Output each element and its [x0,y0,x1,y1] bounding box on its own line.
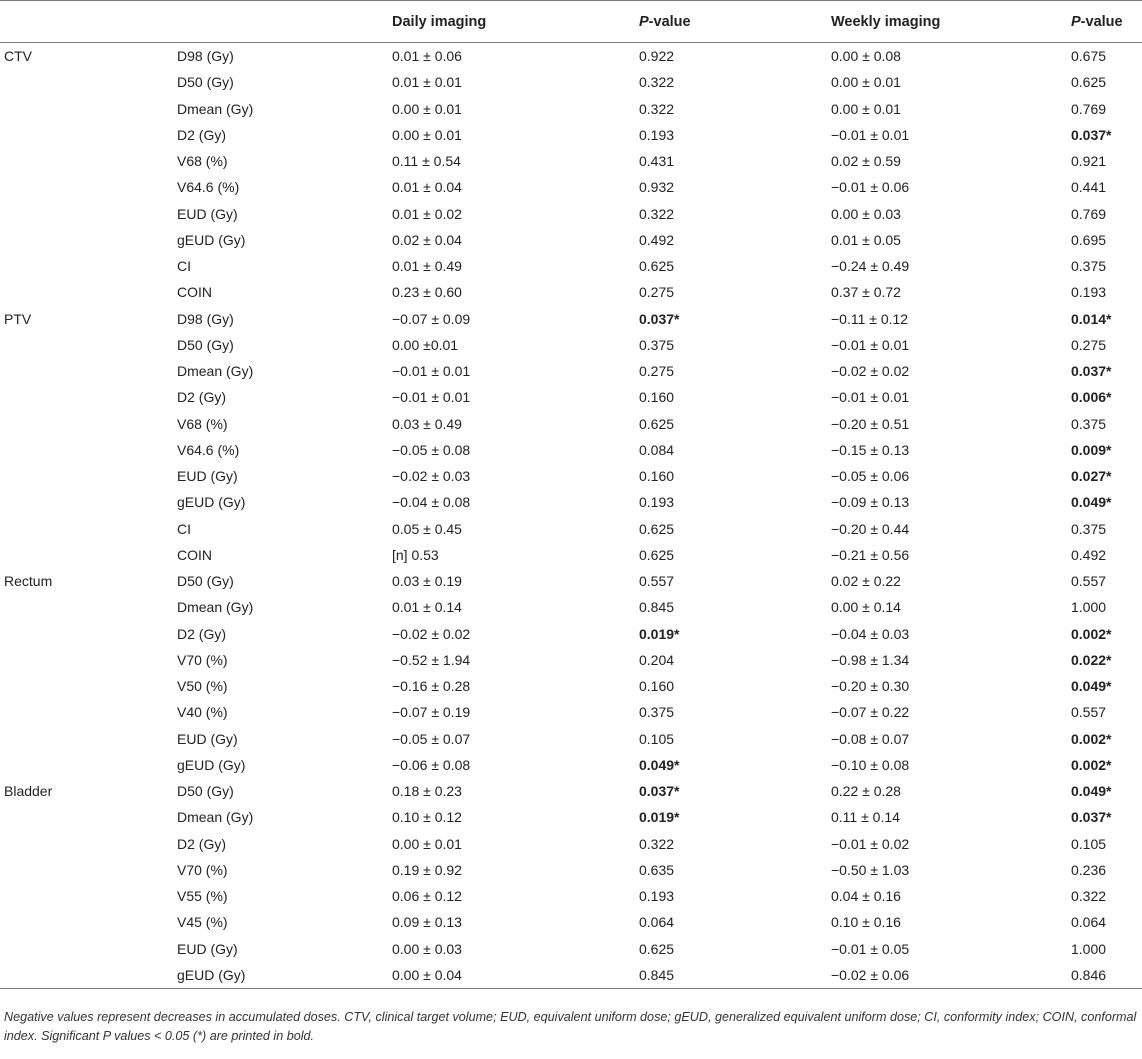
daily-imaging-value: 0.01 ± 0.49 [392,258,462,275]
table-row [0,69,1142,95]
table-row [0,857,1142,883]
row-metric: gEUD (Gy) [177,756,246,773]
weekly-p-value: 0.557 [1071,573,1107,590]
table-row [0,306,1142,332]
row-metric: Dmean (Gy) [177,363,254,380]
row-group-label: Rectum [4,573,53,590]
row-metric: CI [177,520,191,537]
daily-p-value: 0.160 [639,468,675,485]
row-metric: COIN [177,284,212,301]
header-daily-imaging: Daily imaging [392,13,487,30]
row-metric: EUD (Gy) [177,205,238,222]
daily-p-value: 0.064 [639,914,675,931]
daily-p-value: 0.322 [639,835,675,852]
daily-p-value: 0.193 [639,494,675,511]
table-header-row [0,1,1142,42]
daily-imaging-value: 0.00 ± 0.01 [392,126,462,143]
daily-p-value: 0.625 [639,546,675,563]
p-letter: P [1071,13,1081,30]
daily-imaging-value: 0.01 ± 0.14 [392,599,462,616]
weekly-imaging-value: 0.22 ± 0.28 [831,783,901,800]
weekly-imaging-value: −0.02 ± 0.02 [831,363,910,380]
daily-imaging-value: −0.06 ± 0.08 [392,756,471,773]
daily-imaging-value: −0.01 ± 0.01 [392,389,471,406]
daily-p-value: 0.492 [639,231,675,248]
daily-p-value: 0.193 [639,126,675,143]
weekly-imaging-value: 0.11 ± 0.14 [831,809,900,826]
weekly-p-value: 0.105 [1071,835,1107,852]
table-row [0,883,1142,909]
row-metric: D98 (Gy) [177,48,234,65]
row-metric: V50 (%) [177,678,228,695]
daily-p-value: 0.275 [639,363,675,380]
row-metric: V68 (%) [177,153,228,170]
daily-p-value: 0.845 [639,966,675,983]
weekly-p-value: 0.049* [1071,678,1112,695]
weekly-p-value: 0.009* [1071,441,1112,458]
daily-p-value: 0.193 [639,888,675,905]
daily-p-value: 0.037* [639,783,680,800]
row-metric: CI [177,258,191,275]
table-row [0,437,1142,463]
daily-imaging-value: 0.00 ± 0.03 [392,940,462,957]
daily-p-value: 0.160 [639,389,675,406]
weekly-p-value: 0.002* [1071,730,1112,747]
row-metric: Dmean (Gy) [177,100,254,117]
daily-imaging-value: 0.03 ± 0.49 [392,415,462,432]
daily-imaging-value: 0.00 ± 0.04 [392,966,462,983]
daily-imaging-value: 0.02 ± 0.04 [392,231,462,248]
weekly-p-value: 0.014* [1071,310,1112,327]
row-metric: D50 (Gy) [177,783,234,800]
daily-imaging-value: 0.09 ± 0.13 [392,914,462,931]
daily-imaging-value: [n] 0.53 [392,546,439,563]
table-row [0,463,1142,489]
weekly-imaging-value: 0.01 ± 0.05 [831,231,901,248]
table-row [0,804,1142,830]
row-metric: Dmean (Gy) [177,809,254,826]
weekly-p-value: 0.002* [1071,625,1112,642]
weekly-p-value: 0.322 [1071,888,1107,905]
row-metric: V68 (%) [177,415,228,432]
table-row [0,96,1142,122]
table-row [0,778,1142,804]
row-metric: COIN [177,546,212,563]
row-metric: D98 (Gy) [177,310,234,327]
table-row [0,43,1142,69]
daily-p-value: 0.037* [639,310,680,327]
daily-imaging-value: 0.01 ± 0.01 [392,74,462,91]
table-row [0,148,1142,174]
weekly-imaging-value: −0.15 ± 0.13 [831,441,910,458]
row-metric: V64.6 (%) [177,441,240,458]
weekly-imaging-value: −0.98 ± 1.34 [831,651,910,668]
weekly-imaging-value: −0.50 ± 1.03 [831,861,910,878]
weekly-imaging-value: −0.05 ± 0.06 [831,468,910,485]
table-row [0,253,1142,279]
weekly-imaging-value: −0.20 ± 0.30 [831,678,910,695]
daily-p-value: 0.635 [639,861,675,878]
row-metric: gEUD (Gy) [177,494,246,511]
weekly-p-value: 0.037* [1071,809,1112,826]
weekly-p-value: 0.441 [1071,179,1107,196]
daily-p-value: 0.322 [639,100,675,117]
daily-p-value: 0.557 [639,573,675,590]
table-row [0,647,1142,673]
daily-p-value: 0.625 [639,258,675,275]
daily-p-value: 0.322 [639,74,675,91]
daily-imaging-value: 0.00 ± 0.01 [392,100,462,117]
daily-p-value: 0.625 [639,415,675,432]
table-body [0,43,1142,988]
weekly-imaging-value: −0.01 ± 0.01 [831,389,910,406]
daily-imaging-value: 0.23 ± 0.60 [392,284,462,301]
daily-p-value: 0.922 [639,48,675,65]
weekly-p-value: 0.027* [1071,468,1112,485]
weekly-imaging-value: −0.07 ± 0.22 [831,704,910,721]
p-suffix: -value [1080,13,1123,30]
daily-p-value: 0.845 [639,599,675,616]
weekly-imaging-value: −0.04 ± 0.03 [831,625,910,642]
daily-imaging-value: 0.10 ± 0.12 [392,809,462,826]
bottom-rule [0,988,1142,989]
daily-imaging-value: 0.00 ±0.01 [392,336,459,353]
daily-p-value: 0.019* [639,809,680,826]
daily-imaging-value: −0.52 ± 1.94 [392,651,471,668]
table-row [0,962,1142,988]
daily-imaging-value: 0.06 ± 0.12 [392,888,462,905]
daily-imaging-value: −0.01 ± 0.01 [392,363,471,380]
row-metric: D2 (Gy) [177,126,226,143]
table-row [0,673,1142,699]
weekly-imaging-value: 0.02 ± 0.22 [831,573,901,590]
row-metric: Dmean (Gy) [177,599,254,616]
weekly-imaging-value: 0.10 ± 0.16 [831,914,901,931]
row-metric: V64.6 (%) [177,179,240,196]
row-metric: D2 (Gy) [177,835,226,852]
daily-imaging-value: −0.02 ± 0.03 [392,468,471,485]
weekly-imaging-value: 0.00 ± 0.14 [831,599,901,616]
daily-imaging-value: −0.05 ± 0.07 [392,730,471,747]
daily-imaging-value: 0.05 ± 0.45 [392,520,462,537]
daily-p-value: 0.275 [639,284,675,301]
weekly-imaging-value: −0.10 ± 0.08 [831,756,910,773]
weekly-imaging-value: −0.02 ± 0.06 [831,966,910,983]
table-row [0,279,1142,305]
weekly-p-value: 0.375 [1071,258,1107,275]
row-metric: D50 (Gy) [177,74,234,91]
table-row [0,122,1142,148]
row-metric: V45 (%) [177,914,228,931]
weekly-p-value: 0.064 [1071,914,1107,931]
table-row [0,516,1142,542]
weekly-p-value: 0.049* [1071,494,1112,511]
table-row [0,831,1142,857]
daily-p-value: 0.375 [639,704,675,721]
daily-imaging-value: 0.01 ± 0.04 [392,179,462,196]
table-row [0,201,1142,227]
table-row [0,752,1142,778]
weekly-imaging-value: −0.09 ± 0.13 [831,494,910,511]
row-metric: D50 (Gy) [177,336,234,353]
header-p-value-daily [639,1,691,42]
row-metric: gEUD (Gy) [177,231,246,248]
table-row [0,411,1142,437]
daily-imaging-value: 0.03 ± 0.19 [392,573,462,590]
weekly-p-value: 0.695 [1071,231,1107,248]
row-group-label: PTV [4,310,32,327]
p-letter: P [639,13,649,30]
table-row [0,384,1142,410]
header-weekly-imaging: Weekly imaging [831,13,941,30]
row-group-label: Bladder [4,783,53,800]
weekly-imaging-value: 0.02 ± 0.59 [831,153,901,170]
weekly-imaging-value: 0.00 ± 0.01 [831,74,901,91]
weekly-imaging-value: −0.01 ± 0.01 [831,336,910,353]
row-metric: EUD (Gy) [177,940,238,957]
table-row [0,699,1142,725]
weekly-p-value: 0.037* [1071,363,1112,380]
table-row [0,726,1142,752]
daily-imaging-value: 0.11 ± 0.54 [392,153,461,170]
weekly-p-value: 0.846 [1071,966,1107,983]
weekly-imaging-value: −0.01 ± 0.06 [831,179,910,196]
daily-p-value: 0.322 [639,205,675,222]
daily-p-value: 0.625 [639,940,675,957]
daily-imaging-value: 0.00 ± 0.01 [392,835,462,852]
table-row [0,332,1142,358]
row-group-label: CTV [4,48,32,65]
weekly-imaging-value: −0.20 ± 0.44 [831,520,910,537]
weekly-imaging-value: −0.01 ± 0.01 [831,126,910,143]
weekly-imaging-value: −0.20 ± 0.51 [831,415,910,432]
weekly-imaging-value: −0.24 ± 0.49 [831,258,910,275]
p-suffix: -value [648,13,691,30]
row-metric: gEUD (Gy) [177,966,246,983]
daily-imaging-value: 0.01 ± 0.02 [392,205,462,222]
weekly-p-value: 0.492 [1071,546,1107,563]
row-metric: V70 (%) [177,861,228,878]
weekly-p-value: 0.193 [1071,284,1107,301]
table-row [0,568,1142,594]
daily-imaging-value: −0.04 ± 0.08 [392,494,471,511]
header-p-value-weekly [1071,1,1123,42]
row-metric: D2 (Gy) [177,389,226,406]
table-row [0,489,1142,515]
table-row [0,594,1142,620]
weekly-p-value: 0.921 [1071,153,1107,170]
daily-p-value: 0.160 [639,678,675,695]
weekly-imaging-value: 0.00 ± 0.08 [831,48,901,65]
row-metric: V55 (%) [177,888,228,905]
weekly-p-value: 0.769 [1071,100,1107,117]
table-row [0,227,1142,253]
weekly-imaging-value: 0.00 ± 0.01 [831,100,901,117]
daily-p-value: 0.625 [639,520,675,537]
daily-p-value: 0.105 [639,730,675,747]
weekly-imaging-value: 0.37 ± 0.72 [831,284,901,301]
daily-imaging-value: −0.05 ± 0.08 [392,441,471,458]
table-row [0,621,1142,647]
weekly-p-value: 0.275 [1071,336,1107,353]
weekly-p-value: 0.002* [1071,756,1112,773]
daily-imaging-value: −0.16 ± 0.28 [392,678,471,695]
weekly-p-value: 1.000 [1071,940,1107,957]
weekly-p-value: 0.675 [1071,48,1107,65]
table-row [0,936,1142,962]
weekly-p-value: 0.557 [1071,704,1107,721]
weekly-p-value: 0.625 [1071,74,1107,91]
weekly-p-value: 0.375 [1071,415,1107,432]
weekly-imaging-value: 0.04 ± 0.16 [831,888,901,905]
weekly-p-value: 0.037* [1071,126,1112,143]
row-metric: D2 (Gy) [177,625,226,642]
weekly-p-value: 0.022* [1071,651,1112,668]
daily-imaging-value: 0.19 ± 0.92 [392,861,462,878]
table-footnote: Negative values represent decreases in accumulated doses. CTV, clinical target volume; EUD, equivalent uniform dose; gEUD, generalized equivalent uniform dose; CI, conformity index; COIN, conformal index. Significant P values < 0.05 (*) are printed in bold. [4,1010,1137,1043]
daily-p-value: 0.019* [639,625,680,642]
row-metric: V70 (%) [177,651,228,668]
row-metric: D50 (Gy) [177,573,234,590]
weekly-imaging-value: −0.08 ± 0.07 [831,730,910,747]
daily-imaging-value: −0.07 ± 0.19 [392,704,471,721]
weekly-p-value: 0.049* [1071,783,1112,800]
row-metric: EUD (Gy) [177,468,238,485]
daily-p-value: 0.431 [639,153,675,170]
weekly-imaging-value: −0.01 ± 0.05 [831,940,910,957]
table-row [0,358,1142,384]
daily-imaging-value: 0.18 ± 0.23 [392,783,462,800]
row-metric: V40 (%) [177,704,228,721]
daily-imaging-value: −0.07 ± 0.09 [392,310,471,327]
row-metric: EUD (Gy) [177,730,238,747]
weekly-p-value: 0.006* [1071,389,1112,406]
weekly-imaging-value: −0.01 ± 0.02 [831,835,910,852]
weekly-p-value: 1.000 [1071,599,1107,616]
daily-p-value: 0.204 [639,651,675,668]
weekly-p-value: 0.375 [1071,520,1107,537]
daily-imaging-value: −0.02 ± 0.02 [392,625,471,642]
weekly-p-value: 0.769 [1071,205,1107,222]
weekly-imaging-value: −0.11 ± 0.12 [831,310,909,327]
daily-p-value: 0.084 [639,441,675,458]
weekly-p-value: 0.236 [1071,861,1107,878]
weekly-imaging-value: 0.00 ± 0.03 [831,205,901,222]
daily-p-value: 0.375 [639,336,675,353]
table-row [0,174,1142,200]
weekly-imaging-value: −0.21 ± 0.56 [831,546,910,563]
daily-p-value: 0.932 [639,179,675,196]
table-row [0,542,1142,568]
daily-imaging-value: 0.01 ± 0.06 [392,48,462,65]
table-row [0,909,1142,935]
daily-p-value: 0.049* [639,756,680,773]
